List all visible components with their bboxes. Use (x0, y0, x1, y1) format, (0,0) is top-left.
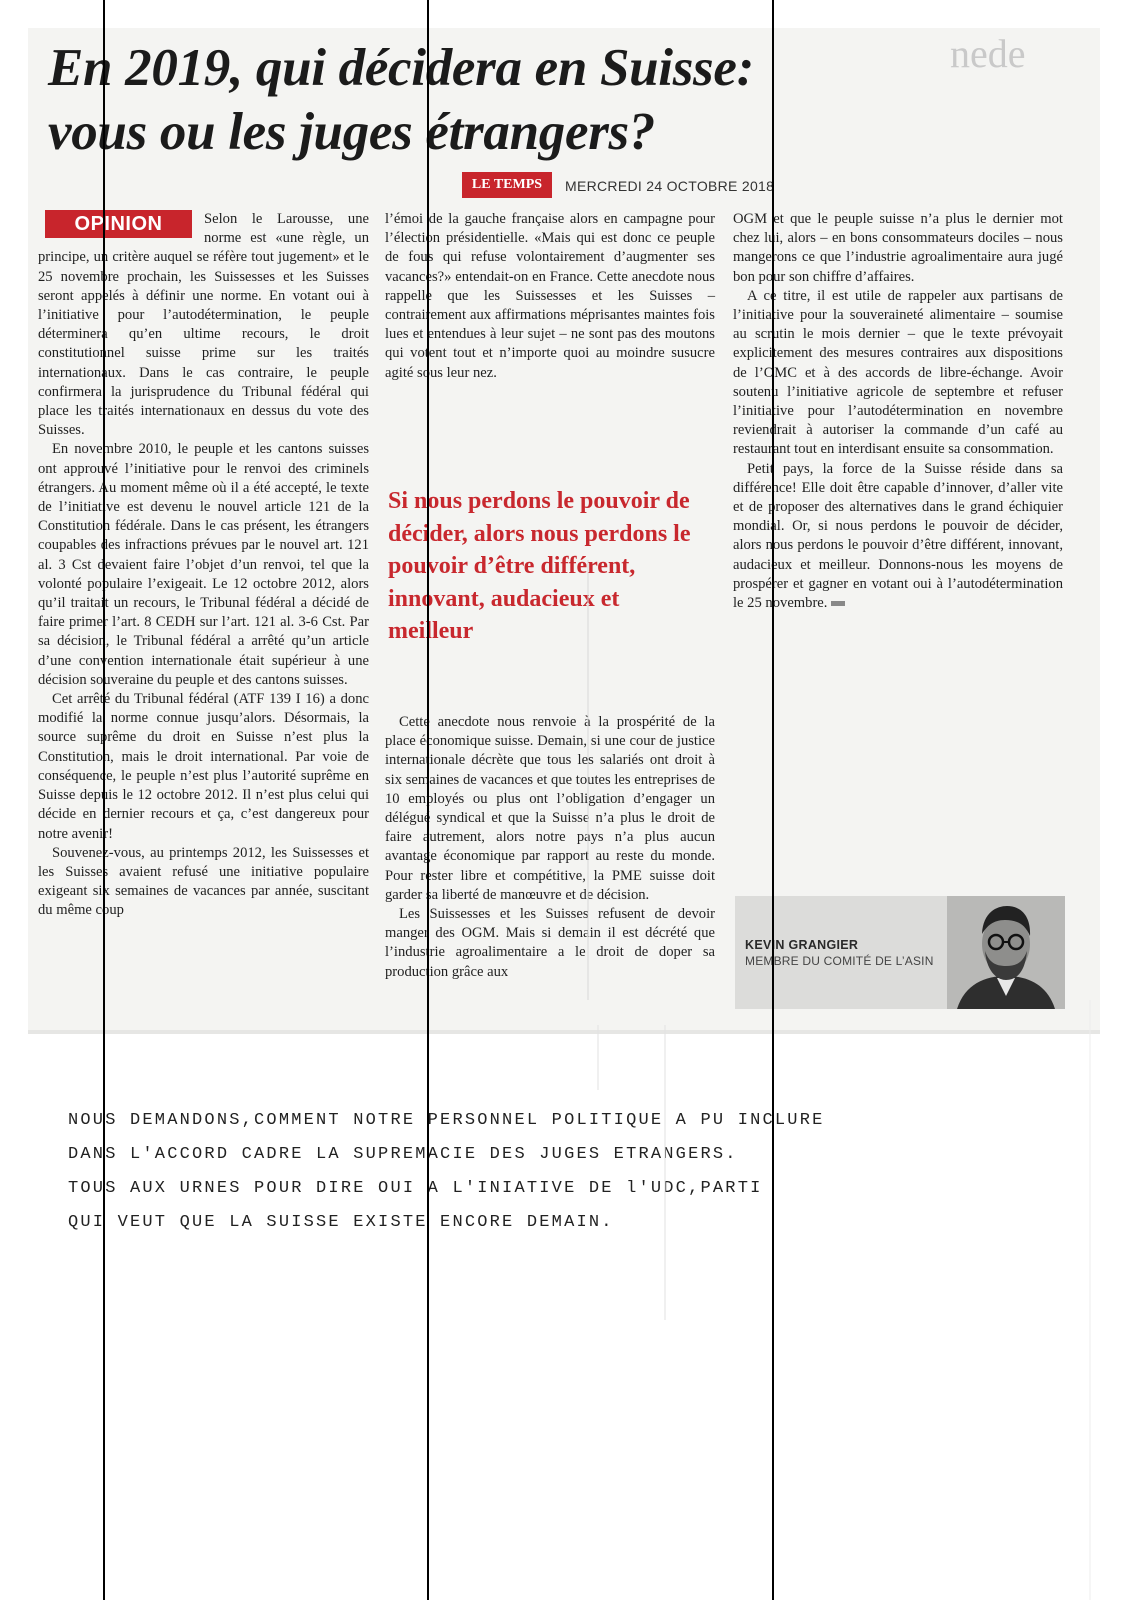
publication-date: MERCREDI 24 OCTOBRE 2018 (565, 178, 775, 194)
article-column-2-bottom (385, 713, 715, 982)
headline-line-2: vous ou les juges étrangers? (48, 103, 656, 161)
paragraph: l’émoi de la gauche française alors en campagne pour l’élection présidentielle. «Mais qui est donc ce peuple de fous qui refuse volontairement d’augmenter ses vacances?» entendait-on en France. Cette anecdote nous rappelle que les Suissesses et les Suisses – contrairement aux affirmations méprisantes maintes fois lues et entendues à leur sujet – ne sont pas des moutons qui votent tout et n’importe quoi au moindre susucre agité sous leur nez. (385, 211, 715, 381)
author-photo (947, 896, 1065, 1009)
paragraph (733, 460, 1063, 614)
paragraph: Cette anecdote nous renvoie à la prospérité de la place économique suisse. Demain, si une cour de justice internationale décrète que tous les salariés ont droit à six semaines de vacances et que toutes les entreprises de 10 employés ou plus ont l’obligation d’engager un délégué syndical et que la Suisse n’a plus le droit de faire autrement, alors notre pays n’a plus aucun avantage économique par rapport au reste du monde. Pour rester libre et compétitive, la PME suisse doit garder sa liberté de manœuvre et de décision. (385, 714, 715, 903)
paragraph: Les Suissesses et les Suisses refusent de devoir manger des OGM. Mais si demain il est décrété que l’industrie agroalimentaire a le droit de doper sa production grâce aux (385, 906, 715, 980)
paragraph: A ce titre, il est utile de rappeler aux partisans de l’initiative pour la souveraineté alimentaire – soumise au scrutin le mois dernier – que le texte prévoyait explicitement des mesures contraires aux dispositions de l’OMC et à des accords de libre-échange. Avoir soutenu l’initiative agricole de septembre et refuser l’initiative pour l’autodétermination en novembre reviendrait à autoriser la commande d’un café au restaurant tout en interdisant ensuite sa consommation. (733, 287, 1063, 458)
article-column-2-top (385, 210, 715, 383)
annotation-line-4: QUI VEUT QUE LA SUISSE EXISTE ENCORE DEMAIN. (68, 1213, 614, 1232)
annotation-line-2: DANS L'ACCORD CADRE LA SUPREMACIE DES JUGES ETRANGERS. (68, 1145, 738, 1164)
paragraph: OGM et que le peuple suisse n’a plus le dernier mot chez lui, alors – en bons consommateurs dociles – nous mangerons ce que l’industrie agroalimentaire aura jugé bon pour son chiffre d’affaires. (733, 211, 1063, 285)
section-label: OPINION (45, 210, 192, 238)
author-box (735, 896, 1065, 1009)
end-of-article-mark (831, 601, 845, 606)
article-headline (48, 36, 1028, 164)
label-spacer (38, 210, 198, 238)
clipping-edge (28, 1030, 1100, 1034)
article-column-1 (38, 210, 369, 921)
pull-quote: Si nous perdons le pouvoir de décider, alors nous perdons le pouvoir d’être différent, innovant, audacieux et meilleur (388, 488, 691, 644)
article-column-3 (733, 210, 1063, 613)
paragraph: Souvenez-vous, au printemps 2012, les Suissesses et les Suisses avaient refusé une initiative populaire exigeant six semaines de vacances par année, suscitant du même coup (38, 844, 369, 919)
paragraph-text: Petit pays, la force de la Suisse réside dans sa différence! Elle doit être capable d’innover, d’aller vite et de proposer des alternatives dans le grand échiquier mondial. Or, si nous perdons le pouvoir de décider, alors nous perdons le pouvoir d’être différent, innovant, audacieux et meilleur. Donnons-nous les moyens de prospérer et gagner en votant oui à l’autodétermination le 25 novembre. (733, 460, 1063, 612)
publication-badge: LE TEMPS (462, 172, 552, 198)
paragraph-text: Selon le Larousse, une norme est «une règle, un principe, un critère auquel se réfère tout jugement» et le 25 novembre prochain, les Suissesses et les Suisses seront appelés à définir une norme. En votant oui à l’initiative pour l’autodétermination, le peuple déterminera qu’en ultime recours, le droit constitutionnel suisse prime sur les traités internationaux. Dans le cas contraire, le peuple confirmera la jurisprudence du Tribunal fédéral qui place les traités internationaux en dessus du vote des Suisses. (38, 211, 369, 439)
author-name: KEVIN GRANGIER (745, 938, 859, 952)
annotation-line-1: NOUS DEMANDONS,COMMENT NOTRE PERSONNEL POLITIQUE A PU INCLURE (68, 1111, 825, 1130)
paragraph: Cet arrêté du Tribunal fédéral (ATF 139 I 16) a donc modifié la norme connue jusqu’alors. Désormais, la source suprême du droit en Suisse n’est plus la Constitution, mais le droit international. Par voie de conséquence, le peuple n’est plus l’autorité suprême en Suisse depuis le 12 octobre 2012. Il n’est plus celui qui décide en dernier recours et ça, c’est dangereux pour notre avenir! (38, 691, 369, 842)
faded-background-text: nede (950, 31, 1026, 70)
typed-annotation (68, 1104, 1068, 1240)
annotation-line-3: TOUS AUX URNES POUR DIRE OUI A L'INIATIVE DE l'UDC,PARTI (68, 1179, 763, 1198)
paragraph (38, 210, 369, 440)
headline-line-1: En 2019, qui décidera en Suisse: (48, 39, 754, 97)
paragraph: En novembre 2010, le peuple et les cantons suisses ont approuvé l’initiative pour le renvoi des criminels étrangers. Au moment même où il a été accepté, le texte de l’initiative est devenu le nouvel article 121 de la Constitution fédérale. Dans le cas présent, les étrangers coupables des infractions prévues par le nouvel art. 121 al. 3 Cst devaient faire l’objet d’un renvoi, tel que la volonté populaire l’exigeait. Le 12 octobre 2012, alors qu’il traitait un recours, le Tribunal fédéral a décidé de faire primer l’art. 8 CEDH sur l’art. 121 al. 3-6 Cst. Par sa décision, le Tribunal fédéral a arrêté qu’un article d’une convention internationale était supérieur à une décision souveraine du peuple et des cantons suisses. (38, 441, 369, 688)
author-role: MEMBRE DU COMITÉ DE L’ASIN (745, 954, 934, 968)
